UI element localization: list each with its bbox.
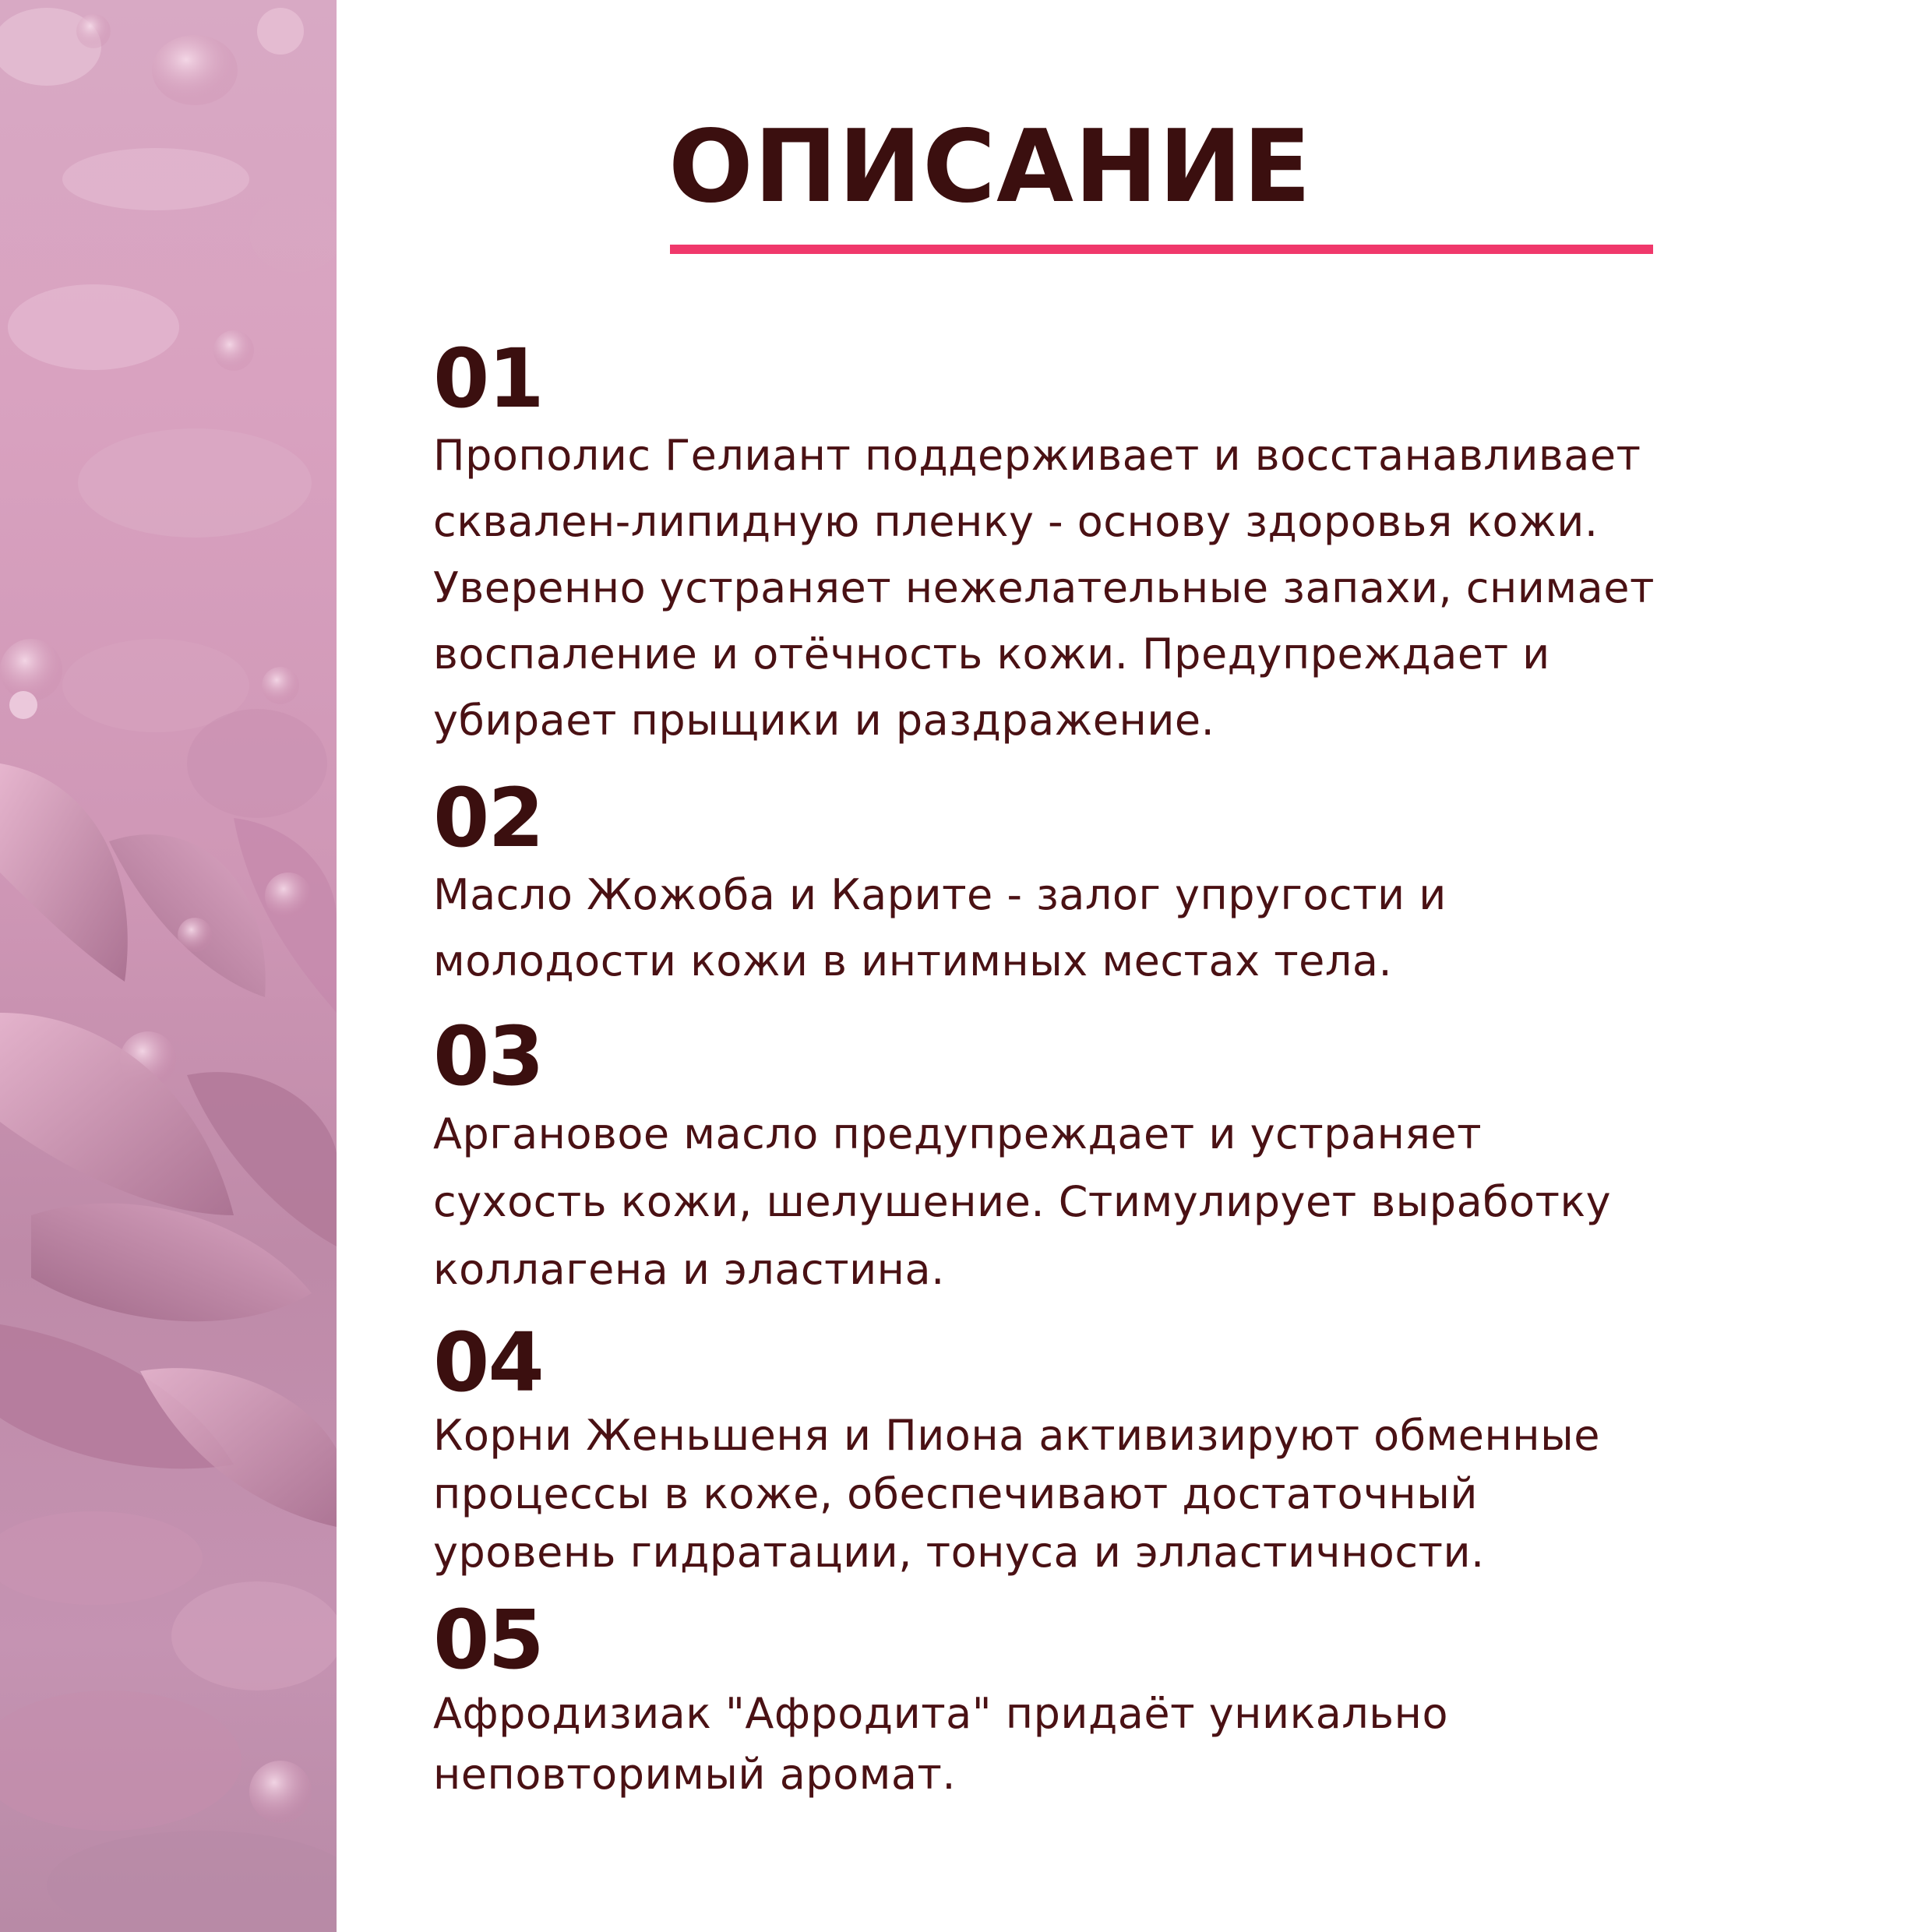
description-line: коллагена и эластина. (433, 1245, 945, 1294)
description-line: Масло Жожоба и Карите - залог упругости и (433, 870, 1447, 919)
list-item-03 (433, 1009, 1882, 1303)
description-line: Прополис Гелиант поддерживает и восстанавливает (433, 431, 1641, 480)
item-description (433, 1100, 1882, 1303)
item-description (433, 1406, 1882, 1581)
item-description (433, 862, 1882, 994)
description-line: Корни Женьшеня и Пиона активизируют обменные (433, 1411, 1600, 1460)
page-title: ОПИСАНИЕ (668, 109, 1312, 225)
description-line: воспаление и отёчность кожи. Предупреждает и (433, 629, 1550, 679)
item-number: 03 (433, 1009, 543, 1104)
flower-photo-panel (0, 0, 337, 1932)
description-line: сквален-липидную пленку - основу здоровья кожи. (433, 497, 1599, 546)
item-description (433, 422, 1882, 753)
list-item-05 (433, 1592, 1882, 1805)
title-underline (670, 245, 1653, 254)
item-number: 02 (433, 770, 543, 866)
pink-flower-water-photo (0, 0, 337, 1932)
list-item-02 (433, 770, 1882, 994)
description-line: уровень гидратации, тонуса и элластичности. (433, 1528, 1485, 1577)
item-number: 04 (433, 1315, 543, 1410)
list-item-01 (433, 331, 1882, 753)
description-line: Афродизиак "Афродита" придаёт уникально (433, 1689, 1448, 1738)
description-line: процессы в коже, обеспечивают достаточный (433, 1469, 1478, 1518)
description-line: неповторимый аромат. (433, 1750, 957, 1799)
description-line: молодости кожи в интимных местах тела. (433, 936, 1393, 985)
description-line: Аргановое масло предупреждает и устраняет (433, 1109, 1482, 1158)
item-description (433, 1683, 1882, 1805)
description-line: сухость кожи, шелушение. Стимулирует выработку (433, 1177, 1612, 1226)
description-line: Уверенно устраняет нежелательные запахи, снимает (433, 563, 1655, 612)
item-number: 05 (433, 1592, 543, 1687)
description-line: убирает прыщики и раздражение. (433, 696, 1215, 745)
list-item-04 (433, 1315, 1882, 1581)
item-number: 01 (433, 331, 543, 426)
